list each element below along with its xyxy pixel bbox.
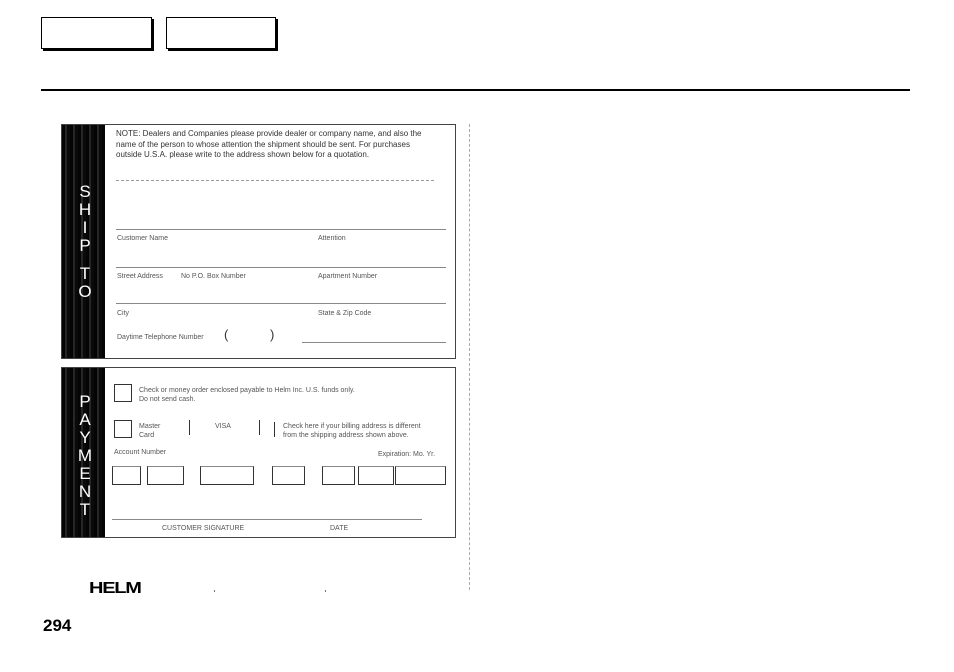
note-underline [116,180,434,181]
account-number-box[interactable] [322,466,355,485]
city-label: City [117,310,130,317]
check-money-order-label: Check or money order enclosed payable to Helm Inc. U.S. funds only. [139,387,355,394]
customer-name-line[interactable] [116,229,446,230]
street-address-line[interactable] [116,267,446,268]
date-label: DATE [330,525,349,532]
scan-speck [214,590,215,592]
ship-to-letter: O [78,282,92,301]
ship-to-side-band [62,125,105,358]
phone-line[interactable] [302,342,446,343]
account-number-box[interactable] [272,466,305,485]
billing-address-label-line1: Check here if your billing address is different [283,423,421,430]
payment-letter: T [79,500,91,519]
no-cash-label: Do not send cash. [139,396,196,403]
expiration-label: Expiration: Mo. Yr. [378,451,436,458]
ship-to-section [61,124,456,359]
payment-letter: E [79,464,91,483]
expiration-year-box[interactable] [395,466,446,485]
attention-label: Attention [318,235,346,242]
ship-to-letter: S [79,182,91,201]
state-zip-label: State & Zip Code [318,310,372,317]
expiration-month-box[interactable] [358,466,394,485]
mastercard-label-line2: Card [139,432,155,439]
ship-to-letter: T [79,264,91,283]
city-line[interactable] [116,303,446,304]
street-address-label: Street Address [117,273,163,280]
account-number-box[interactable] [112,466,141,485]
payment-side-band [62,368,105,537]
payment-letter: A [79,410,91,429]
check-money-order-checkbox[interactable] [114,384,132,402]
ship-to-letter: I [82,218,88,237]
visa-label: VISA [215,423,231,430]
nav-button-2[interactable] [166,17,276,49]
cut-line [469,124,470,590]
helm-logo: HELM [89,580,141,597]
mastercard-checkbox[interactable] [114,420,132,438]
ship-to-label [78,183,92,301]
phone-paren-close: ) [270,327,275,342]
payment-letter: N [78,482,92,501]
payment-label [78,393,92,519]
account-number-box[interactable] [200,466,254,485]
ship-note: NOTE: Dealers and Companies please provide dealer or company name, and also the name of the person to whose attention the shipment should be sent. For purchases outside U.S.A. please write to the address shown below for a quotation. [116,129,422,160]
apartment-number-label: Apartment Number [318,273,378,280]
customer-signature-label: CUSTOMER SIGNATURE [162,525,245,532]
billing-address-label-line2: from the shipping address shown above. [283,432,409,439]
payment-letter: M [77,446,93,465]
payment-section [61,367,456,538]
signature-line[interactable] [112,519,422,520]
payment-letter: P [79,392,91,411]
account-number-box[interactable] [147,466,184,485]
customer-name-label: Customer Name [117,235,168,242]
billing-checkbox[interactable] [259,420,260,435]
billing-checkbox-right[interactable] [274,422,275,437]
scan-speck [325,590,326,592]
phone-paren-open: ( [224,327,229,342]
ship-to-letter: H [78,200,92,219]
visa-checkbox-left[interactable] [189,420,190,435]
header-divider [41,89,910,91]
payment-letter: Y [79,428,91,447]
mastercard-label-line1: Master [139,423,161,430]
account-number-label: Account Number [114,449,167,456]
no-po-box-label: No P.O. Box Number [181,273,246,280]
page-number: 294 [43,616,72,635]
nav-button-1[interactable] [41,17,152,49]
daytime-phone-label: Daytime Telephone Number [117,334,204,341]
ship-to-letter: P [79,236,91,255]
